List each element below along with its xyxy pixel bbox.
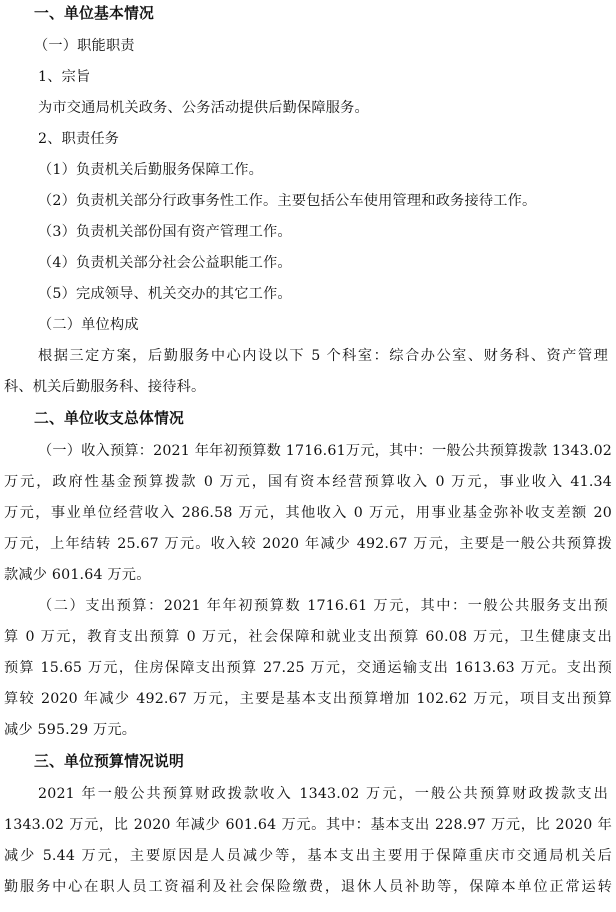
budget-line: 2021 年一般公共预算财政拨款收入 1343.02 万元，一般公共预算财政拨款支出	[38, 786, 608, 802]
expense-line: 减少 595.29 万元。	[4, 722, 137, 738]
income-line: 款减少 601.64 万元。	[4, 567, 151, 583]
sub1-title: （一）职能职责	[34, 38, 135, 54]
duty-item: （3）负责机关部份国有资产管理工作。	[38, 224, 292, 240]
item2-title: 2、职责任务	[38, 131, 120, 147]
expense-line: 算 0 万元，教育支出预算 0 万元，社会保障和就业支出预算 60.08 万元，卫生健康支出	[4, 629, 612, 645]
expense-line: 预算 15.65 万元，住房保障支出预算 27.25 万元，交通运输支出 1613.63 万元。支出预	[4, 660, 612, 676]
income-line: 万元，政府性基金预算拨款 0 万元，国有资本经营预算收入 0 万元，事业收入 41.34	[4, 474, 612, 490]
income-line: 万元，上年结转 25.67 万元。收入较 2020 年减少 492.67 万元，主要是一般公共预算拨	[4, 536, 612, 552]
composition-line: 根据三定方案，后勤服务中心内设以下 5 个科室：综合办公室、财务科、资产管理	[38, 348, 608, 364]
item1-title: 1、宗旨	[38, 69, 91, 85]
duty-item: （1）负责机关后勤服务保障工作。	[38, 162, 264, 178]
budget-line: 减少 5.44 万元，主要原因是人员减少等，基本支出主要用于保障重庆市交通局机关后	[4, 848, 612, 864]
expense-line: 算较 2020 年减少 492.67 万元，主要是基本支出预算增加 102.62 万元，项目支出预算	[4, 691, 612, 707]
expense-line: （二）支出预算：2021 年年初预算数 1716.61 万元，其中：一般公共服务支出预	[38, 598, 608, 614]
income-line: 万元，事业单位经营收入 286.58 万元，其他收入 0 万元，用事业基金弥补收支差额 20	[4, 505, 612, 521]
sub2-title: （二）单位构成	[38, 317, 139, 333]
section2-heading: 二、单位收支总体情况	[34, 410, 184, 427]
composition-line: 科、机关后勤服务科、接待科。	[4, 379, 206, 395]
duty-item: （5）完成领导、机关交办的其它工作。	[38, 286, 292, 302]
duty-item: （4）负责机关部分社会公益职能工作。	[38, 255, 292, 271]
budget-line: 1343.02 万元，比 2020 年减少 601.64 万元。其中：基本支出 228.97 万元，比 2020 年	[4, 817, 612, 833]
income-line: （一）收入预算：2021 年年初预算数 1716.61万元，其中：一般公共预算拨款 1343.02	[38, 443, 613, 459]
section3-heading: 三、单位预算情况说明	[34, 753, 184, 770]
duty-item: （2）负责机关部分行政事务性工作。主要包括公车使用管理和政务接待工作。	[38, 193, 537, 209]
purpose-text: 为市交通局机关政务、公务活动提供后勤保障服务。	[38, 100, 369, 116]
section1-heading: 一、单位基本情况	[34, 5, 154, 22]
budget-line: 勤服务中心在职人员工资福利及社会保险缴费，退休人员补助等，保障本单位正常运转	[4, 879, 612, 895]
